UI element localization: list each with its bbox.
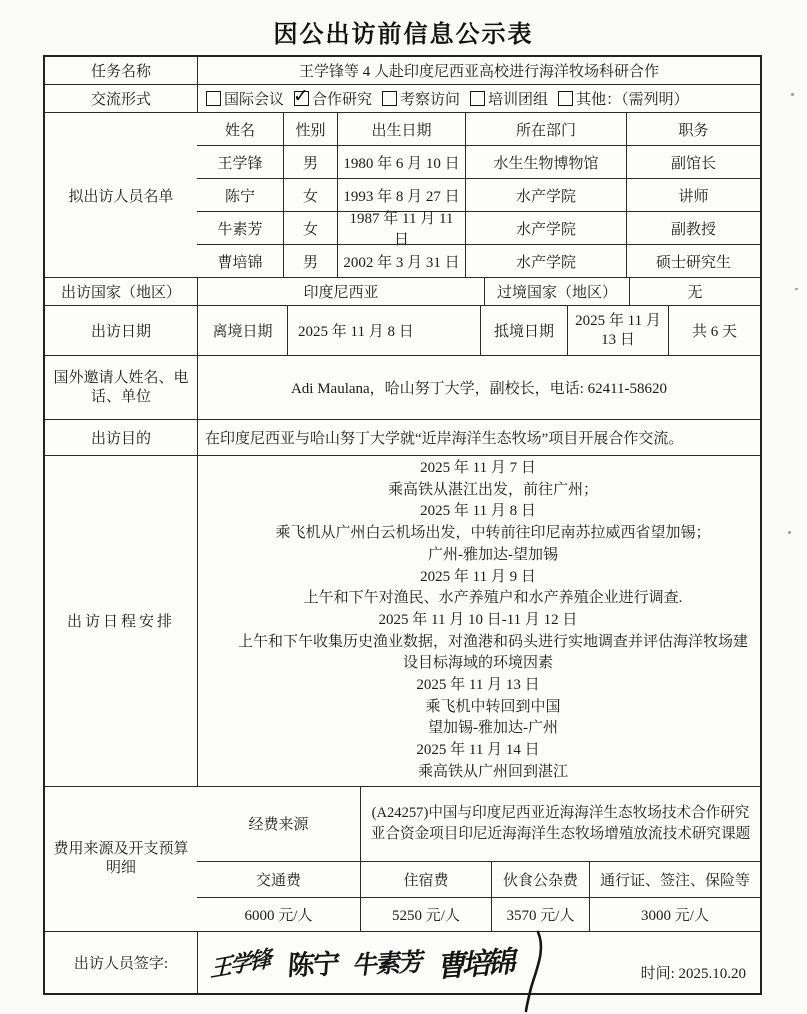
travel-dates-label: 出访日期 [90,324,151,340]
option-cooperative-research: ✓ 合作研究 [294,88,372,109]
itinerary-line: 2025 年 11 月 10 日-11 月 12 日 [378,611,578,628]
checkbox-icon [382,91,397,106]
personnel-row-1 [197,145,760,178]
personnel-row-3 [197,211,760,248]
itinerary-line: 广州-雅加达-望加锡 [428,546,558,563]
purpose-row [45,419,760,455]
signature-row [45,931,760,993]
itinerary-line: 2025 年 11 月 14 日 [416,742,540,759]
itinerary-section [45,455,760,786]
funding-source-label: 经费来源 [248,817,309,834]
col-header-position: 职务 [626,113,760,145]
inviter-value: Adi Maulana，哈山努丁大学，副校长，电话: 62411-58620 [197,356,760,419]
signature-label: 出访人员签字: [73,955,169,972]
exchange-form-row [45,84,760,112]
itinerary-line: 2025 年 11 月 13 日 [416,677,540,694]
task-name-label: 任务名称 [90,64,151,80]
person-department: 水生生物博物馆 [465,146,626,178]
person-position: 硕士研究生 [626,245,760,277]
trip-duration: 共 6 天 [668,306,760,355]
task-name-row [45,57,760,84]
fee-value-meals: 3570 元/人 [491,898,589,931]
itinerary-line: 望加锡-雅加达-广州 [428,720,558,737]
fee-header-meals: 伙食公杂费 [491,862,589,897]
transit-value: 无 [629,278,760,305]
col-header-birthdate: 出生日期 [337,113,465,145]
person-position: 副教授 [626,212,760,244]
itinerary-content [197,456,760,786]
checkbox-checked-icon [294,91,309,106]
itinerary-line: 乘飞机中转回到中国 [425,698,561,715]
fee-value-transport: 6000 元/人 [244,907,313,924]
personnel-header-row [197,113,760,145]
fee-value-row [197,897,760,931]
budget-table [197,787,760,931]
destination-value: 印度尼西亚 [197,278,484,305]
departure-date-value: 2025 年 11 月 8 日 [287,306,480,355]
scan-speck [791,93,794,96]
itinerary-line: 乘高铁从湛江出发，前往广州； [387,481,598,498]
option-other: 其他：（需列明） [558,88,689,109]
col-header-department: 所在部门 [465,113,626,145]
col-header-name: 姓名 [224,122,255,139]
checkbox-icon [558,91,573,106]
arrival-date-label: 抵境日期 [480,306,567,355]
person-name: 牛素芳 [217,221,263,238]
personnel-row-2 [197,178,760,211]
person-name: 陈宁 [224,188,255,205]
personnel-table [197,113,760,277]
destination-label: 出访国家（地区） [60,285,181,301]
person-name: 曹培锦 [217,254,263,271]
funding-source-value: (A24257)中国与印度尼西亚近海海洋生态牧场技术合作研究亚合资金项目印尼近海海洋生态牧场增殖放流技术研究课题 [360,787,760,861]
person-department: 水产学院 [465,245,626,277]
person-gender: 女 [283,212,337,244]
itinerary-lines [204,458,752,784]
person-position: 讲师 [626,179,760,211]
handwritten-signatures [208,942,517,984]
destination-row [45,277,760,305]
signature-name: 王学锋 [208,944,275,982]
person-department: 水产学院 [465,212,626,244]
signature-name: 牛素芳 [352,949,425,980]
person-birthdate: 1993 年 8 月 27 日 [337,179,465,211]
checkbox-icon [206,91,221,106]
departure-date-label: 离境日期 [197,306,287,355]
option-training-group: 培训团组 [470,88,548,109]
personnel-row-4 [197,244,760,277]
budget-section [45,786,760,931]
purpose-label: 出访目的 [90,431,151,447]
signature-name: 陈宁 [286,948,339,981]
person-name: 王学锋 [217,155,263,172]
itinerary-line: 2025 年 11 月 8 日 [420,503,536,520]
option-inspection-visit: 考察访问 [382,88,460,109]
person-gender: 男 [283,146,337,178]
itinerary-line: 上午和下午对渔民、水产养殖户和水产养殖企业进行调查. [303,590,683,607]
checkbox-icon [470,91,485,106]
fee-header-transport: 交通费 [255,872,301,889]
form-table [43,55,762,995]
itinerary-line: 乘飞机从广州白云机场出发，中转前往印尼南苏拉威西省望加锡； [275,525,711,542]
exchange-form-label: 交流形式 [90,92,151,108]
transit-label: 过境国家（地区） [484,278,629,305]
budget-label: 费用来源及开支预算明细 [53,840,189,876]
person-gender: 男 [283,245,337,277]
scan-speck [788,531,791,534]
inviter-row [45,355,760,419]
person-birthdate: 1980 年 6 月 10 日 [337,146,465,178]
person-position: 副馆长 [626,146,760,178]
itinerary-line: 2025 年 11 月 9 日 [420,568,536,585]
fee-header-row [197,861,760,897]
task-name-value: 王学锋等 4 人赴印度尼西亚高校进行海洋牧场科研合作 [197,57,760,84]
scan-speck [795,288,798,290]
fee-header-lodging: 住宿费 [360,862,491,897]
option-international-conference: 国际会议 [206,88,284,109]
arrival-date-value: 2025 年 11 月 13 日 [567,306,668,355]
itinerary-line: 上午和下午收集历史渔业数据，对渔港和码头进行实地调查并评估海洋牧场建 [237,633,748,650]
fee-value-lodging: 5250 元/人 [360,898,491,931]
itinerary-label: 出访日程安排 [66,614,175,631]
inviter-label: 国外邀请人姓名、电话、单位 [53,369,189,405]
page-title: 因公出访前信息公示表 [273,21,534,48]
itinerary-line: 设目标海域的环境因素 [402,655,553,672]
fee-value-visa-insurance: 3000 元/人 [589,898,760,931]
budget-source-row [197,787,760,861]
person-gender: 女 [283,179,337,211]
col-header-gender: 性别 [283,113,337,145]
person-birthdate: 2002 年 3 月 31 日 [337,245,465,277]
personnel-section [45,112,760,277]
signature-time: 时间: 2025.10.20 [640,965,746,982]
fee-header-visa-insurance: 通行证、签注、保险等 [589,862,760,897]
purpose-value: 在印度尼西亚与哈山努丁大学就“近岸海洋生态牧场”项目开展合作交流。 [197,420,760,455]
signature-area [197,932,760,993]
itinerary-line: 乘高铁从广州回到湛江 [417,763,568,780]
personnel-label: 拟出访人员名单 [68,188,174,205]
itinerary-line: 2025 年 11 月 7 日 [420,460,536,476]
person-department: 水产学院 [465,179,626,211]
exchange-options [197,85,760,112]
travel-dates-row [45,305,760,355]
signature-name: 曹培锦 [435,945,517,984]
person-birthdate: 1987 年 11 月 11 日 [337,212,465,244]
